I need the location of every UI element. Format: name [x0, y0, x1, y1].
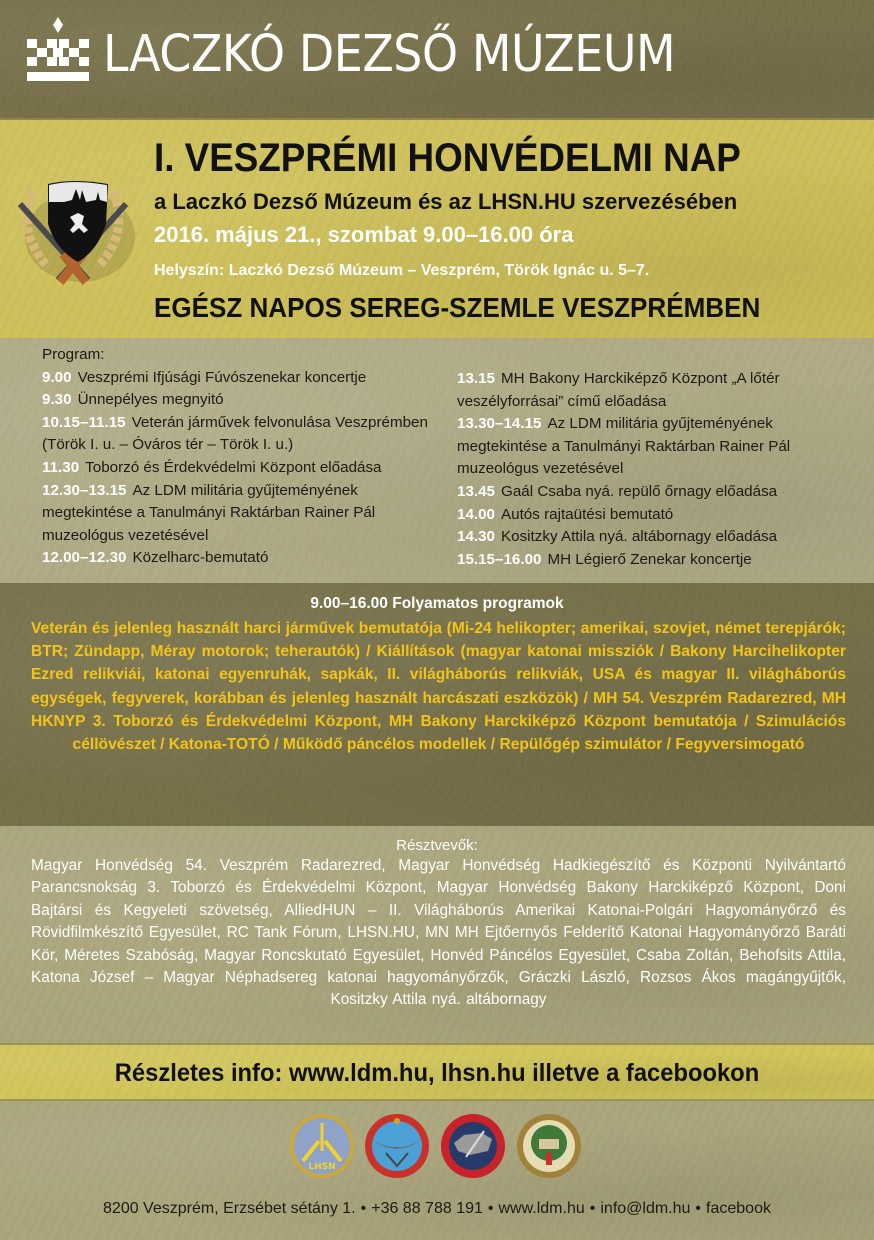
event-headline: I. VESZPRÉMI HONVÉDELMI NAP	[154, 136, 741, 180]
program-item	[457, 549, 857, 572]
museum-name: LACZKÓ DEZSŐ MÚZEUM	[103, 25, 676, 84]
participants-text: Magyar Honvédség 54. Veszprém Radarezred, Magyar Honvédség Hadkiegészítő és Központi Nyilvántartó Parancsnokság 3. Toborzó és Érdekvédelmi Központ, Magyar Honvédség Bakony Harckiképző Központ, Doni Bajtársi és Kegyeleti szövetség, AlliedHUN – II. Világháborús Amerikai Katonai-Polgári Hagyományőrző és Rövidfilmkészítő Egyesület, RC Tank Fórum, LHSN.HU, MN MH Ejtőernyős Felderítő Katonai Hagyományőrző Baráti Kör, Méretes Szabóság, Magyar Roncskutató Egyesület, Honvéd Páncélos Egyesület, Csaba Zoltán, Behofsits Attila, Katona József – Magyar Néphadsereg katonai hagyományőrzők, Gráczki László, Rozsos Ákos magángyűjtők, Kositzky Attila nyá. altábornagy	[31, 857, 846, 1009]
program-item	[457, 413, 857, 481]
participants-heading: Résztvevők:	[396, 837, 478, 854]
recruitment-center-hungary-map-badge-icon	[440, 1111, 506, 1181]
footer-email-link[interactable]: info@ldm.hu	[600, 1200, 691, 1217]
program-item	[457, 368, 857, 413]
program-time: 13.30–14.15	[457, 415, 542, 433]
program-time: 13.15	[457, 370, 496, 387]
badge-text: LHSN	[308, 1162, 336, 1172]
program-item	[42, 367, 442, 390]
info-text: Részletes info: www.ldm.hu, lhsn.hu illetve a facebookon	[114, 1059, 760, 1087]
event-location: Helyszín: Laczkó Dezső Múzeum – Veszprém, Török Ignác u. 5–7.	[154, 262, 650, 279]
program-text: Toborzó és Érdekvédelmi Központ előadása	[85, 458, 382, 476]
continuous-programs-heading: 9.00–16.00 Folyamatos programok	[310, 595, 564, 612]
footer-section	[0, 1101, 874, 1240]
crown-logo-icon	[27, 17, 89, 83]
lhsn-badge-icon	[289, 1111, 355, 1181]
crossed-rifles-shield-emblem-icon	[8, 162, 138, 287]
program-time: 12.00–12.30	[42, 549, 127, 567]
bakony-training-center-badge-icon	[516, 1111, 582, 1181]
program-text: Kositzky Attila nyá. altábornagy előadása	[501, 528, 778, 546]
separator-dot: •	[360, 1200, 367, 1217]
program-item	[42, 457, 442, 480]
program-item	[42, 547, 442, 570]
separator-dot: •	[487, 1200, 494, 1217]
continuous-programs-text: Veterán és jelenleg használt harci járművek bemutatója (Mi-24 helikopter; amerikai, szovjet, német terepjárók; BTR; Zündapp, Méray motorok; teherautók) / Kiállítások (magyar katonai missziók / Bakony Harcihelikopter Ezred relikviái, katonai egyenruhák, sapkák, II. világháborús relikviák, USA és magyar II. világháborús egységek, fegyverek, korábban és jelenleg használt harcászati eszközök) / MH 54. Veszprém Radarezred, MH HKNYP 3. Toborzó és Érdekvédelmi Központ, MH Bakony Harckiképző Központ bemutatója / Szimulációs céllövészet / Katona-TOTÓ / Működő páncélos modellek / Repülőgép szimulátor / Fegyversimogató	[31, 620, 846, 754]
program-text: Gaál Csaba nyá. repülő őrnagy előadása	[501, 482, 778, 500]
program-time: 9.30	[42, 391, 72, 409]
program-column-right	[457, 368, 857, 571]
radar-regiment-eagle-badge-icon	[364, 1111, 430, 1181]
program-text: Autós rajtaütési bemutató	[501, 505, 674, 523]
program-time: 11.30	[42, 458, 80, 476]
museum-header	[0, 0, 874, 118]
program-section	[0, 338, 874, 583]
program-time: 10.15–11.15	[42, 413, 126, 431]
program-time: 12.30–13.15	[42, 481, 127, 499]
program-text: Az LDM militária gyűjteményének megtekintése a Tanulmányi Raktárban Rainer Pál muzeológus vezetésével	[42, 481, 376, 544]
program-text: MH Légierő Zenekar koncertje	[547, 550, 752, 568]
program-text: Veterán járművek felvonulása Veszprémben (Török I. u. – Óváros tér – Török I. u.)	[42, 413, 428, 454]
participants-section	[0, 826, 874, 1043]
program-time: 14.30	[457, 528, 496, 546]
event-date: 2016. május 21., szombat 9.00–16.00 óra	[154, 222, 574, 247]
separator-dot: •	[695, 1200, 702, 1217]
program-item	[457, 526, 857, 549]
program-time: 14.00	[457, 505, 496, 523]
program-item	[42, 480, 442, 548]
program-text: Veszprémi Ifjúsági Fúvószenekar koncertje	[77, 368, 367, 386]
separator-dot: •	[589, 1200, 596, 1217]
program-item	[42, 389, 442, 412]
program-heading: Program:	[42, 346, 105, 363]
program-item	[42, 412, 442, 457]
program-column-left	[42, 344, 442, 570]
program-item	[457, 481, 857, 504]
program-text: Az LDM militária gyűjteményének megtekintése a Tanulmányi Raktárban Rainer Pál muzeológus vezetésével	[457, 415, 791, 478]
event-organizers: a Laczkó Dezső Múzeum és az LHSN.HU szervezésében	[154, 189, 738, 214]
contact-line	[0, 1198, 874, 1220]
event-title-section	[0, 118, 874, 338]
program-text: MH Bakony Harckiképző Központ „A lőtér veszélyforrásai” című előadása	[457, 370, 780, 410]
continuous-programs-section	[0, 583, 874, 826]
footer-phone: +36 88 788 191	[371, 1200, 483, 1217]
program-text: Ünnepélyes megnyitó	[77, 391, 224, 409]
info-banner	[0, 1043, 874, 1101]
program-time: 13.45	[457, 482, 496, 500]
program-item	[457, 504, 857, 527]
program-time: 9.00	[42, 368, 72, 386]
program-time: 15.15–16.00	[457, 550, 542, 568]
footer-web-link[interactable]: www.ldm.hu	[498, 1200, 585, 1217]
footer-facebook-link[interactable]: facebook	[706, 1200, 771, 1217]
event-tagline: EGÉSZ NAPOS SEREG-SZEMLE VESZPRÉMBEN	[154, 292, 761, 323]
program-text: Közelharc-bemutató	[132, 549, 269, 567]
footer-address: 8200 Veszprém, Erzsébet sétány 1.	[103, 1200, 356, 1217]
